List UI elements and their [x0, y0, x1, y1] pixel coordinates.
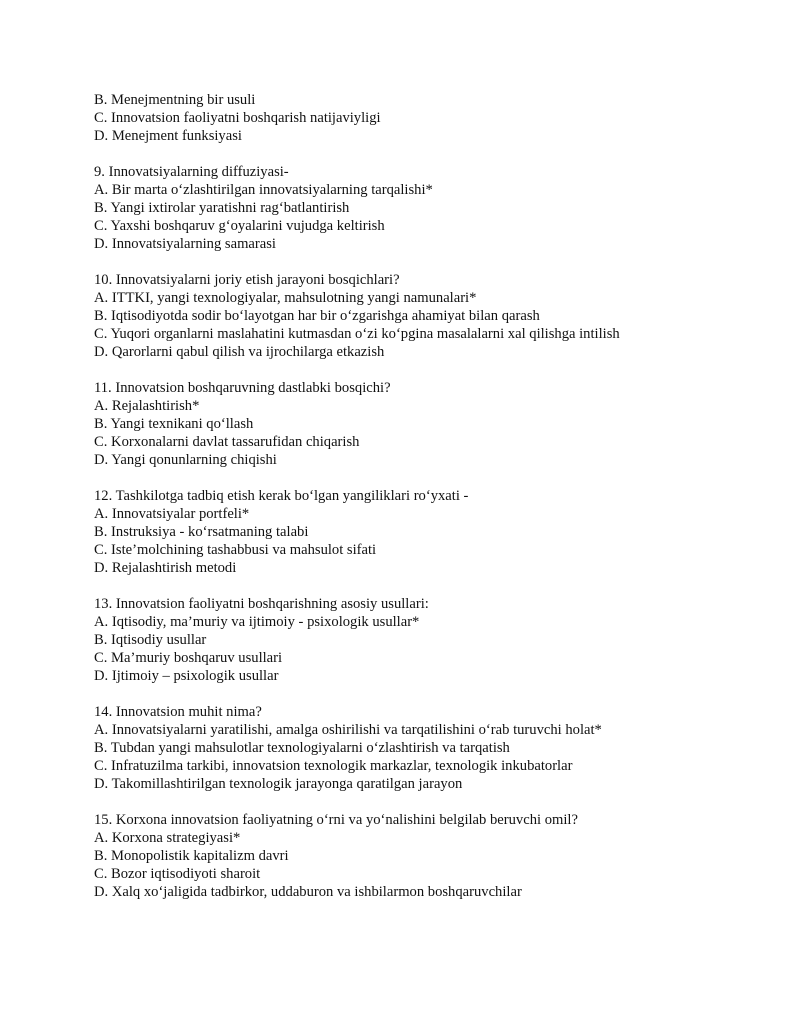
- option-c: C. Yuqori organlarni maslahatini kutmasdan o‘zi ko‘pgina masalalarni xal qilishga intilish: [94, 326, 620, 342]
- question-text: 12. Tashkilotga tadbiq etish kerak bo‘lgan yangiliklari ro‘yxati -: [94, 488, 469, 504]
- option-b: B. Monopolistik kapitalizm davri: [94, 848, 289, 864]
- option-a: A. ITTKI, yangi texnologiyalar, mahsulotning yangi namunalari*: [94, 290, 477, 306]
- option-d: D. Qarorlarni qabul qilish va ijrochilarga etkazish: [94, 344, 385, 360]
- option-c: C. Innovatsion faoliyatni boshqarish natijaviyligi: [94, 110, 381, 126]
- option-c: C. Ma’muriy boshqaruv usullari: [94, 650, 283, 666]
- option-c: C. Bozor iqtisodiyoti sharoit: [94, 866, 261, 882]
- question-10: [94, 271, 774, 361]
- option-a: A. Innovatsiyalar portfeli*: [94, 506, 250, 522]
- option-b: B. Yangi ixtirolar yaratishni rag‘batlantirish: [94, 200, 350, 216]
- option-b: B. Iqtisodiy usullar: [94, 632, 207, 648]
- question-14: [94, 703, 774, 793]
- option-c: C. Iste’molchining tashabbusi va mahsulot sifati: [94, 542, 377, 558]
- option-d: D. Yangi qonunlarning chiqishi: [94, 452, 277, 468]
- option-b: B. Menejmentning bir usuli: [94, 92, 256, 108]
- question-text: 13. Innovatsion faoliyatni boshqarishning asosiy usullari:: [94, 596, 429, 612]
- question-text: 11. Innovatsion boshqaruvning dastlabki bosqichi?: [94, 380, 391, 396]
- question-9: [94, 163, 774, 253]
- option-c: C. Infratuzilma tarkibi, innovatsion texnologik markazlar, texnologik inkubatorlar: [94, 758, 573, 774]
- option-a: A. Innovatsiyalarni yaratilishi, amalga oshirilishi va tarqatilishini o‘rab turuvchi holat*: [94, 722, 602, 738]
- question-text: 9. Innovatsiyalarning diffuziyasi-: [94, 164, 289, 180]
- question-12: [94, 487, 774, 577]
- question-11: [94, 379, 774, 469]
- option-d: D. Ijtimoiy – psixologik usullar: [94, 668, 279, 684]
- option-b: B. Instruksiya - ko‘rsatmaning talabi: [94, 524, 309, 540]
- option-b: B. Tubdan yangi mahsulotlar texnologiyalarni o‘zlashtirish va tarqatish: [94, 740, 510, 756]
- option-d: D. Xalq xo‘jaligida tadbirkor, uddaburon va ishbilarmon boshqaruvchilar: [94, 884, 522, 900]
- option-d: D. Innovatsiyalarning samarasi: [94, 236, 276, 252]
- document-page: [94, 91, 774, 919]
- option-a: A. Korxona strategiyasi*: [94, 830, 241, 846]
- question-15: [94, 811, 774, 901]
- option-a: A. Bir marta o‘zlashtirilgan innovatsiyalarning tarqalishi*: [94, 182, 433, 198]
- question-text: 14. Innovatsion muhit nima?: [94, 704, 262, 720]
- option-a: A. Rejalashtirish*: [94, 398, 200, 414]
- option-c: C. Korxonalarni davlat tassarufidan chiqarish: [94, 434, 360, 450]
- continued-options: [94, 91, 774, 145]
- option-c: C. Yaxshi boshqaruv g‘oyalarini vujudga keltirish: [94, 218, 385, 234]
- question-13: [94, 595, 774, 685]
- option-b: B. Iqtisodiyotda sodir bo‘layotgan har bir o‘zgarishga ahamiyat bilan qarash: [94, 308, 540, 324]
- option-b: B. Yangi texnikani qo‘llash: [94, 416, 254, 432]
- question-text: 15. Korxona innovatsion faoliyatning o‘rni va yo‘nalishini belgilab beruvchi omil?: [94, 812, 578, 828]
- question-text: 10. Innovatsiyalarni joriy etish jarayoni bosqichlari?: [94, 272, 400, 288]
- option-d: D. Menejment funksiyasi: [94, 128, 242, 144]
- option-d: D. Rejalashtirish metodi: [94, 560, 237, 576]
- option-a: A. Iqtisodiy, ma’muriy va ijtimoiy - psixologik usullar*: [94, 614, 420, 630]
- option-d: D. Takomillashtirilgan texnologik jarayonga qaratilgan jarayon: [94, 776, 463, 792]
